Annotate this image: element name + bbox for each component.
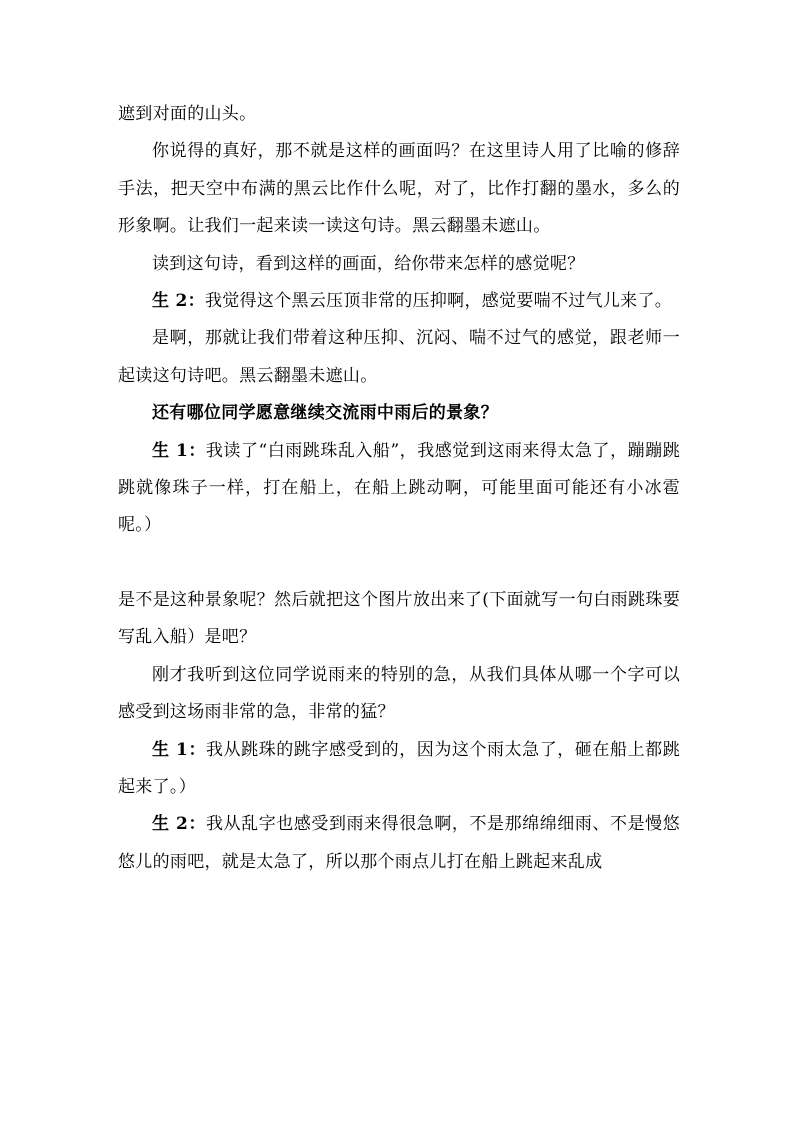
paragraph-text: 是不是这种景象呢？然后就把这个图片放出来了(下面就写一句白雨跳珠要写乱入船）是吧？ (118, 589, 680, 648)
paragraph-text: 我觉得这个黑云压顶非常的压抑啊，感觉要喘不过气儿来了。 (204, 291, 673, 312)
paragraph-teacher (118, 133, 680, 245)
document-page (118, 96, 680, 881)
paragraph-student (118, 283, 680, 320)
speaker-label: 生 2： (152, 814, 207, 835)
paragraph-student (118, 433, 680, 545)
paragraph-text: 遮到对面的山头。 (118, 104, 257, 124)
paragraph-text: 刚才我听到这位同学说雨来的特别的急，从我们具体从哪一个字可以感受到这场雨非常的急，非常的猛？ (118, 664, 680, 723)
speaker-label: 生 2： (152, 291, 205, 312)
paragraph-teacher (118, 246, 680, 283)
paragraph-teacher (118, 320, 680, 395)
paragraph-text: 我从跳珠的跳字感受到的，因为这个雨太急了，砸在船上都跳起来了。） (118, 739, 680, 797)
paragraph-student (118, 806, 680, 881)
paragraph-text: 读到这句诗，看到这样的画面，给你带来怎样的感觉呢？ (152, 253, 585, 274)
paragraph-text: 是啊，那就让我们带着这种压抑、沉闷、喘不过气的感觉，跟老师一起读这句诗吧。黑云翻墨未遮山。 (118, 328, 680, 386)
paragraph-bold-question (118, 395, 680, 432)
paragraph-continuation (118, 96, 680, 133)
speaker-label: 生 1： (152, 739, 207, 760)
paragraph-text: 我读了“白雨跳珠乱入船”，我感觉到这雨来得太急了，蹦蹦跳跳就像珠子一样，打在船上，在船上跳动啊，可能里面可能还有小冰雹呢。） (118, 440, 680, 536)
paragraph-student (118, 732, 680, 807)
speaker-label: 生 1： (152, 440, 206, 461)
paragraph-text: 还有哪位同学愿意继续交流雨中雨后的景象？ (152, 403, 498, 424)
paragraph-text: 我从乱字也感受到雨来得很急啊，不是那绵绵细雨、不是慢悠悠儿的雨吧，就是太急了，所以那个雨点儿打在船上跳起来乱成 (118, 814, 680, 872)
paragraph-teacher (118, 582, 680, 657)
paragraph-text: 你说得的真好，那不就是这样的画面吗？在这里诗人用了比喻的修辞手法，把天空中布满的黑云比作什么呢，对了，比作打翻的墨水，多么的形象啊。让我们一起来读一读这句诗。黑云翻墨未遮山。 (118, 141, 680, 237)
blank-line (118, 545, 680, 582)
paragraph-teacher (118, 657, 680, 732)
